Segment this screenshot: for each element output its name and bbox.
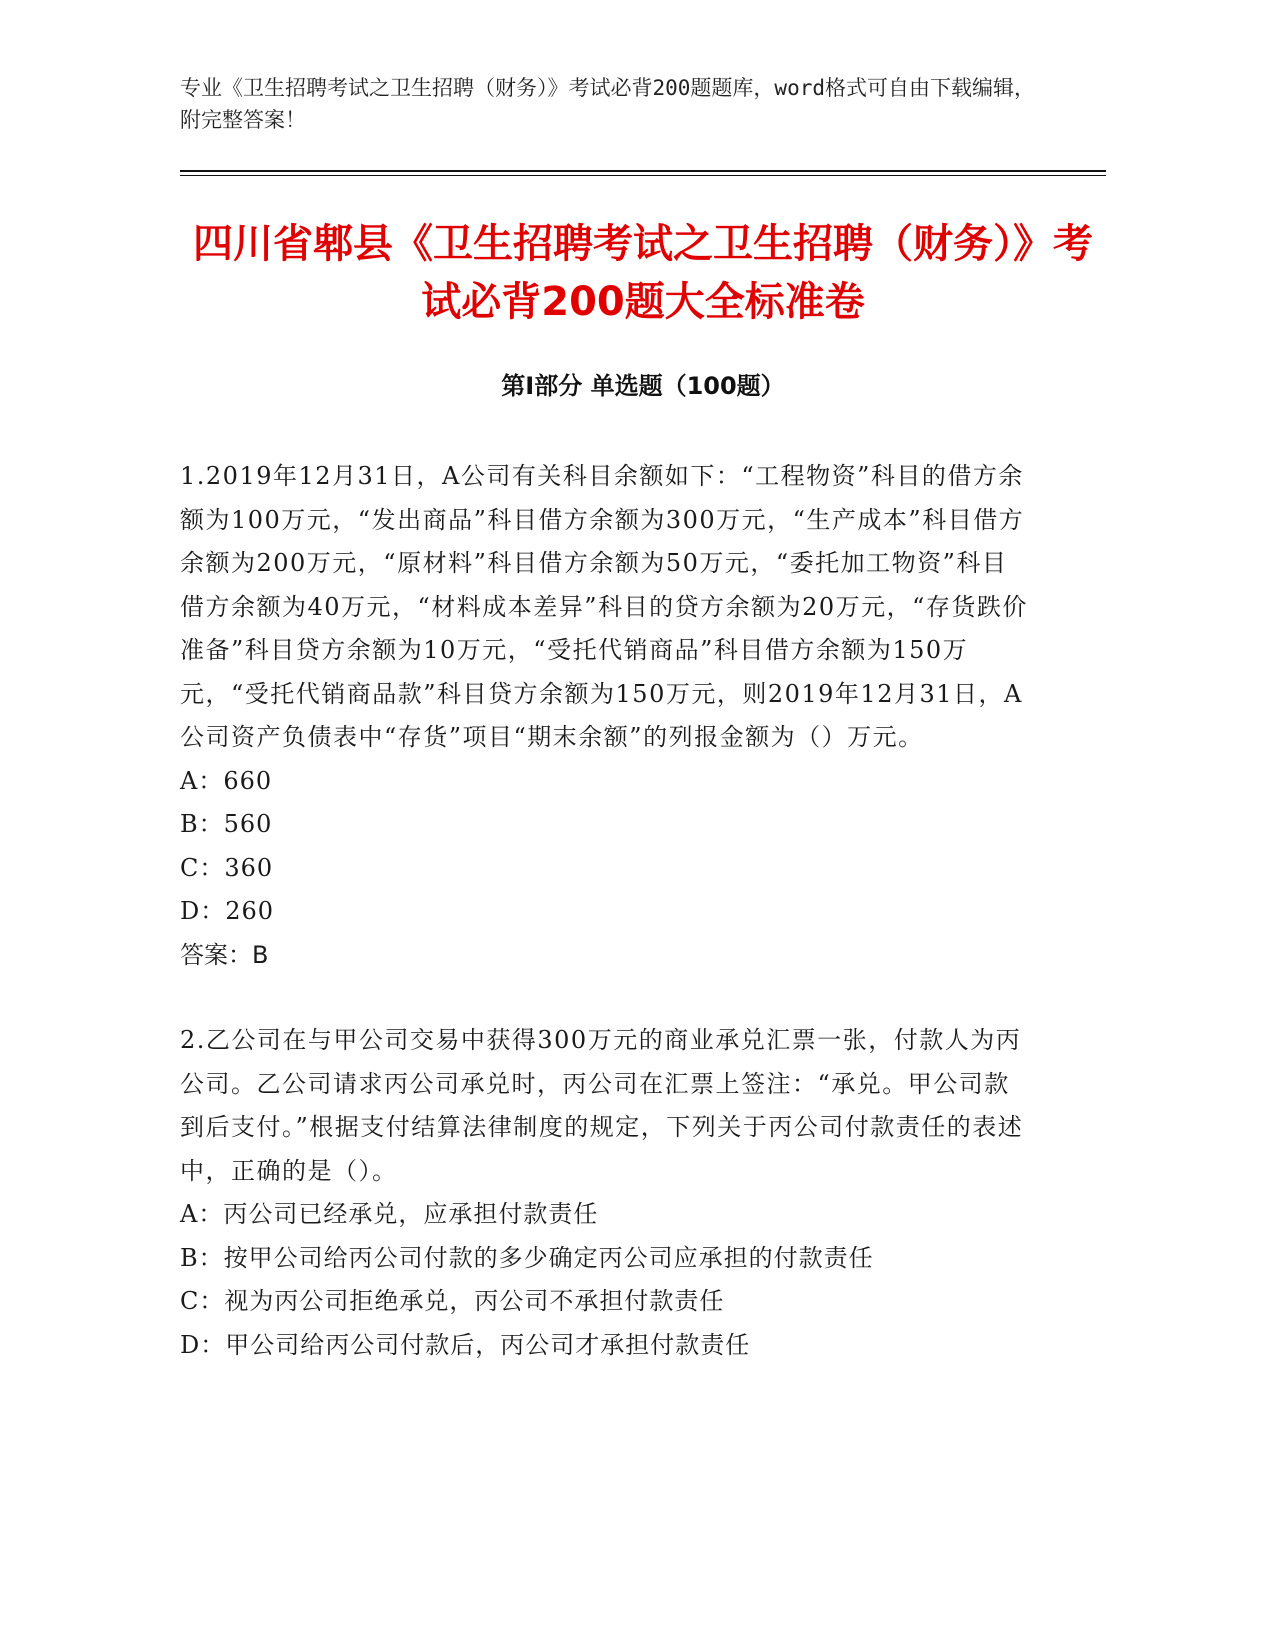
question-stem: 2.乙公司在与甲公司交易中获得300万元的商业承兑汇票一张，付款人为丙公司。乙公司请求丙公司承兑时，丙公司在汇票上签注：“承兑。甲公司款到后支付。”根据支付结算法律制度的规定，下列关于丙公司付款责任的表述中，正确的是（）。 [180,1026,1024,1185]
header-note: 专业《卫生招聘考试之卫生招聘（财务）》考试必背200题题库，word格式可自由下载编辑，附完整答案！ [180,76,1035,132]
option-a: A：丙公司已经承兑，应承担付款责任 [180,1200,599,1228]
option-d: D：260 [180,897,275,925]
header-divider-thick [180,170,1106,172]
section-title: 第Ⅰ部分 单选题（100题） [501,372,785,400]
header-divider-thin [180,175,1106,176]
option-c: C：视为丙公司拒绝承兑，丙公司不承担付款责任 [180,1287,725,1315]
document-title: 四川省郫县《卫生招聘考试之卫生招聘（财务）》考试必背200题大全标准卷 [193,221,1093,325]
option-d: D：甲公司给丙公司付款后，丙公司才承担付款责任 [180,1330,751,1359]
question-list [180,455,1030,1409]
question-2 [180,1019,1030,1367]
option-c: C：360 [180,853,274,882]
option-a: A：660 [180,766,273,795]
option-b: B：按甲公司给丙公司付款的多少确定丙公司应承担的付款责任 [180,1243,874,1272]
answer: 答案：B [180,940,269,969]
question-1 [180,455,1030,977]
option-b: B：560 [180,810,273,838]
question-stem: 1.2019年12月31日，A公司有关科目余额如下：“工程物资”科目的借方余额为100万元，“发出商品”科目借方余额为300万元，“生产成本”科目借方余额为200万元，“原材料”科目借方余额为50万元，“委托加工物资”科目借方余额为40万元，“材料成本差异”科目的贷方余额为20万元，“存货跌价准备”科目贷方余额为10万元，“受托代销商品”科目借方余额为150万元，“受托代销商品款”科目贷方余额为150万元，则2019年12月31日，A公司资产负债表中“存货”项目“期末余额”的列报金额为（）万元。 [180,462,1028,751]
